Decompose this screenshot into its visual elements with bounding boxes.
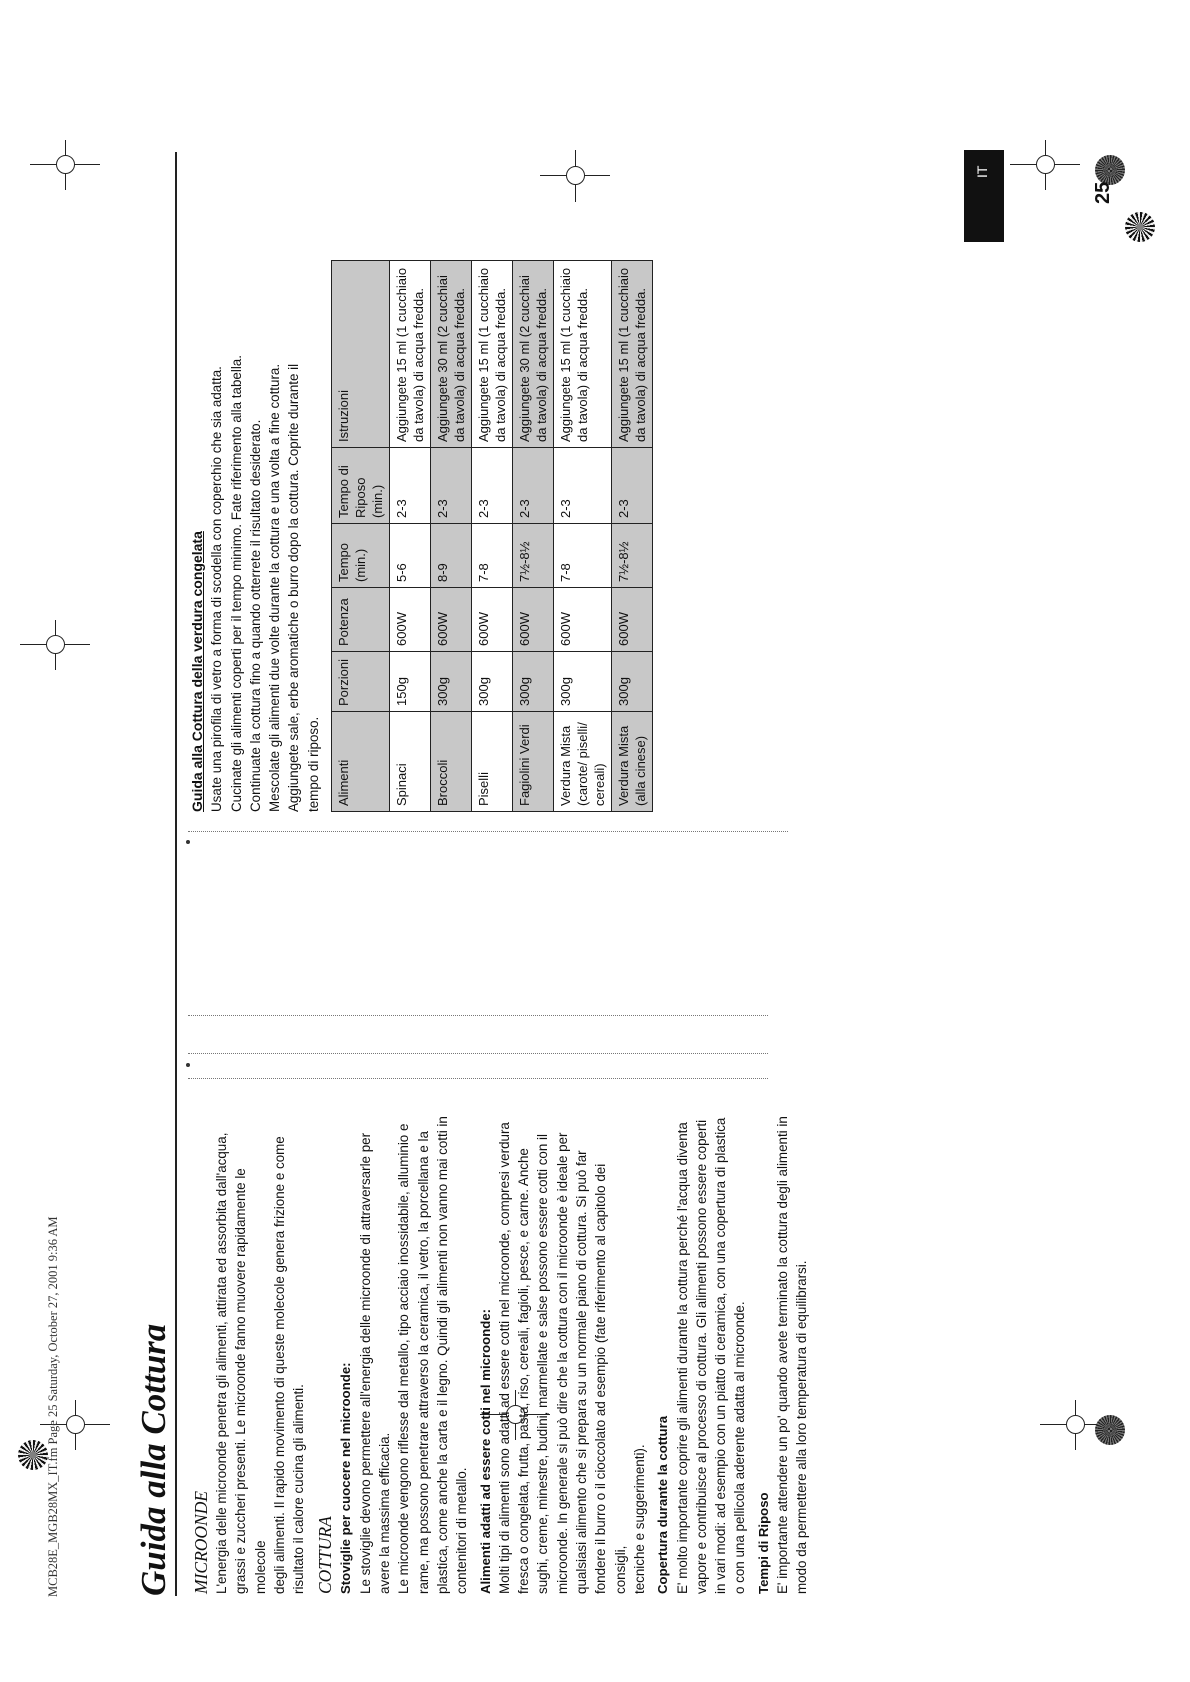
title-rule bbox=[175, 152, 177, 1596]
table-cell: 150g bbox=[390, 652, 431, 712]
table-cell: 600W bbox=[431, 588, 472, 652]
body-line: tecniche e suggerimenti). bbox=[631, 1444, 647, 1594]
table-cell: 2-3 bbox=[472, 448, 513, 524]
body-line: Le microonde vengono riflesse dal metallo, tipo acciaio inossidabile, alluminio e bbox=[396, 1123, 412, 1594]
table-row bbox=[431, 261, 472, 812]
table-cell: Broccoli bbox=[431, 712, 472, 812]
table-cell: Verdura Mista (alla cinese) bbox=[612, 712, 653, 812]
column-separator bbox=[188, 830, 788, 832]
table-cell: Aggiungete 15 ml (1 cucchiaio da tavola) di acqua fredda. bbox=[554, 261, 612, 448]
table-cell: 8-9 bbox=[431, 524, 472, 588]
body-line: vapore e contribuisce al processo di cottura. Gli alimenti possono essere coperti bbox=[693, 1119, 709, 1594]
table-cell: Piselli bbox=[472, 712, 513, 812]
intro-line: Usate una pirofila di vetro a forma di scodella con coperchio che sia adatta. bbox=[209, 366, 225, 812]
column-separator bbox=[188, 1014, 768, 1016]
intro-line: Mescolate gli alimenti due volte durante la cottura e una volta a fine cottura. bbox=[267, 363, 283, 812]
intro-line: Continuate la cottura fino a quando otterrete il risultato desiderato. bbox=[247, 419, 263, 812]
frozen-vegetables-table bbox=[331, 260, 653, 812]
intro-line: Cucinate gli alimenti coperti per il tempo minimo. Fate riferimento alla tabella. bbox=[228, 355, 244, 812]
table-cell: Aggiungete 15 ml (1 cucchiaio da tavola) di acqua fredda. bbox=[612, 261, 653, 448]
body-line: E' molto importante coprire gli alimenti durante la cottura perché l'acqua diventa bbox=[674, 1122, 690, 1594]
table-header-cell: Porzioni bbox=[332, 652, 390, 712]
table-cell: Fagiolini Verdi bbox=[513, 712, 554, 812]
intro-line: tempo di riposo. bbox=[305, 716, 321, 812]
table-cell: 600W bbox=[513, 588, 554, 652]
table-cell: 2-3 bbox=[554, 448, 612, 524]
table-cell: Aggiungete 15 ml (1 cucchiaio da tavola) di acqua fredda. bbox=[390, 261, 431, 448]
table-cell: 7-8 bbox=[554, 524, 612, 588]
table-row bbox=[612, 261, 653, 812]
column-separator bbox=[188, 1052, 768, 1054]
section-heading-cottura: COTTURA bbox=[315, 1516, 336, 1594]
body-line: in vari modi: ad esempio con un piatto di ceramica, con una copertura di plastica bbox=[713, 1117, 729, 1594]
subheading-alimenti: Alimenti adatti ad essere cotti nel microonde: bbox=[477, 1308, 493, 1594]
bullet-mark bbox=[186, 1063, 190, 1067]
body-line: contenitori di metallo. bbox=[454, 1467, 470, 1594]
table-cell: Aggiungete 30 ml (2 cucchiai da tavola) di acqua fredda. bbox=[513, 261, 554, 448]
right-column bbox=[188, 260, 653, 812]
table-cell: 5-6 bbox=[390, 524, 431, 588]
subheading-copertura: Copertura durante la cottura bbox=[655, 1415, 671, 1594]
table-cell: 2-3 bbox=[513, 448, 554, 524]
language-tab-label: IT bbox=[974, 165, 990, 178]
body-line: E' importante attendere un po' quando avete terminato la cottura degli alimenti in bbox=[775, 1116, 791, 1594]
table-header-cell: Tempo (min.) bbox=[332, 524, 390, 588]
table-cell: 7½-8½ bbox=[513, 524, 554, 588]
body-line: degli alimenti. Il rapido movimento di queste molecole genera frizione e come bbox=[271, 1136, 287, 1594]
table-cell: Spinaci bbox=[390, 712, 431, 812]
page-title: Guida alla Cottura bbox=[134, 1323, 173, 1596]
table-cell: 300g bbox=[554, 652, 612, 712]
body-line: Le stoviglie devono permettere all'energia delle microonde di attraversarle per bbox=[357, 1132, 373, 1594]
body-line: sughi, creme, minestre, budini, marmellate e salse possono essere cotti con il bbox=[535, 1134, 551, 1594]
file-info-header: MCB28E_MGB28MX_IT.fm Page 25 Saturday, October 27, 2001 9:36 AM bbox=[46, 1216, 60, 1597]
subheading-riposo: Tempi di Riposo bbox=[755, 1492, 771, 1594]
table-cell: 7-8 bbox=[472, 524, 513, 588]
column-separator bbox=[188, 1077, 768, 1079]
table-cell: 600W bbox=[612, 588, 653, 652]
body-line: rame, ma possono penetrare attraverso la ceramica, il vetro, la porcellana e la bbox=[415, 1131, 431, 1594]
body-line: modo da permettere alla loro temperatura di equilibrarsi. bbox=[794, 1260, 810, 1594]
intro-line: Aggiungete sale, erbe aromatiche o burro dopo la cottura. Coprite durante il bbox=[286, 363, 302, 812]
language-tab bbox=[964, 150, 1004, 242]
table-cell: 2-3 bbox=[612, 448, 653, 524]
body-line: avere la massima efficacia. bbox=[377, 1432, 393, 1594]
table-cell: 300g bbox=[431, 652, 472, 712]
table-cell: 300g bbox=[513, 652, 554, 712]
bullet-mark bbox=[186, 840, 190, 844]
body-line: risultato il calore cucina gli alimenti. bbox=[291, 1384, 307, 1594]
table-cell: 600W bbox=[554, 588, 612, 652]
table-cell: 300g bbox=[472, 652, 513, 712]
table-row bbox=[472, 261, 513, 812]
body-line: o con una pellicola aderente adatta al microonde. bbox=[732, 1301, 748, 1594]
table-header-cell: Potenza bbox=[332, 588, 390, 652]
page-number: 25 bbox=[1092, 181, 1114, 204]
body-line: microonde. In generale si può dire che la cottura con il microonde è ideale per bbox=[554, 1132, 570, 1594]
body-line: fondere il burro o il cioccolato ad esempio (fate riferimento al capitolo dei consigli, bbox=[593, 1163, 628, 1594]
table-cell: 600W bbox=[472, 588, 513, 652]
table-header-row bbox=[332, 261, 390, 812]
table-cell: Aggiungete 30 ml (2 cucchiai da tavola) di acqua fredda. bbox=[431, 261, 472, 448]
guide-heading: Guida alla Cottura della verdura congelata bbox=[189, 531, 205, 812]
body-line: L'energia delle microonde penetra gli alimenti, attirata ed assorbita dall'acqua, bbox=[214, 1132, 229, 1594]
section-heading-microonde: MICROONDE bbox=[191, 1490, 211, 1594]
body-line: fresca o congelata, frutta, pasta, riso, cereali, fagioli, pesce, e carne. Anche bbox=[516, 1148, 532, 1594]
body-line: plastica, come anche la carta e il legno. Quindi gli alimenti non vanno mai cotti in bbox=[434, 1116, 450, 1594]
table-row bbox=[513, 261, 554, 812]
table-cell: 2-3 bbox=[431, 448, 472, 524]
table-row bbox=[390, 261, 431, 812]
body-line: grassi e zuccheri presenti. Le microonde fanno muovere rapidamente le molecole bbox=[233, 1168, 268, 1594]
table-row bbox=[554, 261, 612, 812]
table-header-cell: Alimenti bbox=[332, 712, 390, 812]
left-column bbox=[188, 1112, 812, 1594]
table-cell: Verdura Mista (carote/ piselli/ cereali) bbox=[554, 712, 612, 812]
body-line: qualsiasi alimento che si prepara su un normale piano di cottura. Si può far bbox=[574, 1150, 590, 1594]
table-header-cell: Istruzioni bbox=[332, 261, 390, 448]
table-cell: Aggiungete 15 ml (1 cucchiaio da tavola) di acqua fredda. bbox=[472, 261, 513, 448]
subheading-stoviglie: Stoviglie per cuocere nel microonde: bbox=[338, 1362, 354, 1594]
body-line: Molti tipi di alimenti sono adatti ad essere cotti nel microonde, compresi verdura bbox=[496, 1122, 512, 1594]
table-cell: 7½-8½ bbox=[612, 524, 653, 588]
table-header-cell: Tempo di Riposo (min.) bbox=[332, 448, 390, 524]
table-cell: 600W bbox=[390, 588, 431, 652]
table-cell: 300g bbox=[612, 652, 653, 712]
table-cell: 2-3 bbox=[390, 448, 431, 524]
